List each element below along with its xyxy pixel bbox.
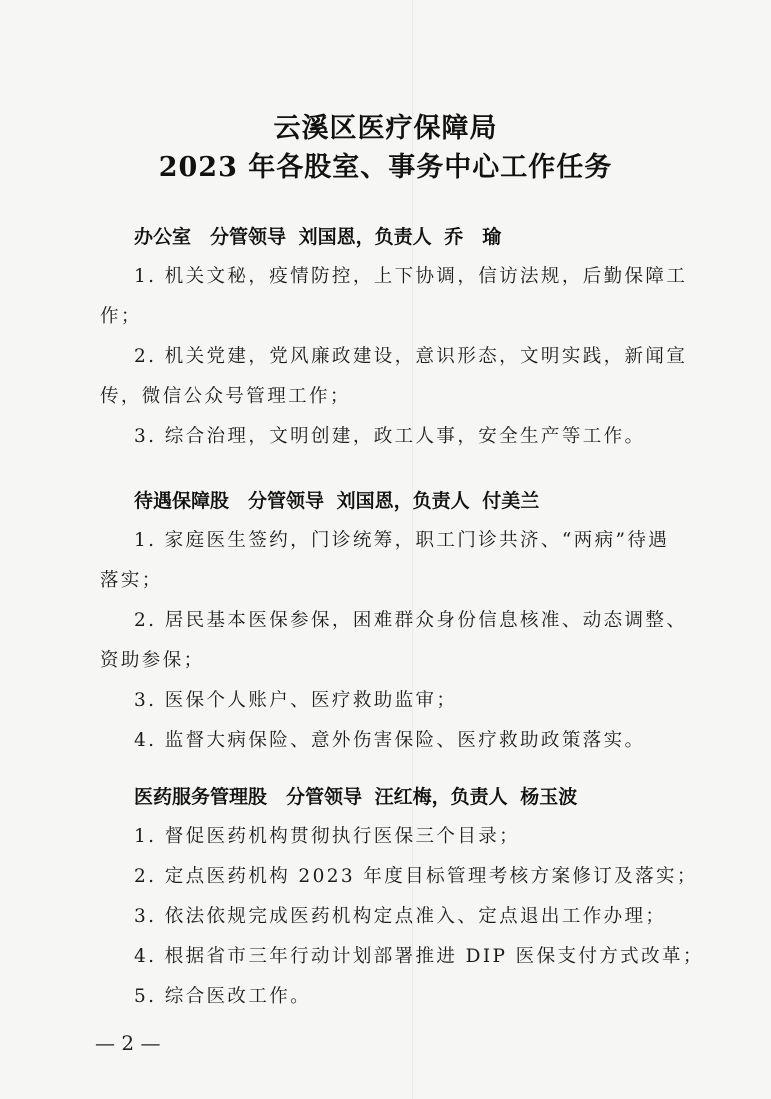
task-item (100, 721, 700, 761)
task-item (100, 521, 700, 601)
task-item (100, 897, 700, 937)
task-item-continuation: 传，微信公众号管理工作； (100, 386, 351, 407)
task-item (100, 257, 700, 337)
task-item-text: 2. 定点医药机构 2023 年度目标管理考核方案修订及落实； (134, 866, 698, 887)
section-office (100, 217, 700, 457)
task-item (100, 681, 700, 721)
task-item (100, 937, 704, 977)
task-item-continuation: 资助参保； (100, 650, 205, 671)
document-title-line2: 2023 年各股室、事务中心工作任务 (158, 152, 613, 183)
task-item (100, 337, 700, 417)
task-item (100, 417, 700, 457)
section-heading: 办公室 分管领导 刘国恩，负责人 乔 瑜 (134, 226, 502, 248)
task-item-text: 4. 监督大病保险、意外伤害保险、医疗救助政策落实。 (134, 730, 646, 751)
section-heading: 医药服务管理股 分管领导 汪红梅，负责人 杨玉波 (134, 786, 578, 808)
task-item (100, 601, 700, 681)
task-item-text: 3. 综合治理，文明创建，政工人事，安全生产等工作。 (134, 426, 646, 447)
task-item-continuation: 作； (100, 306, 142, 327)
task-item-text: 4. 根据省市三年行动计划部署推进 DIP 医保支付方式改革； (134, 946, 704, 967)
document-title-line1: 云溪区医疗保障局 (273, 113, 498, 144)
section-medical-service-management (100, 777, 704, 1017)
section-benefits-guarantee (100, 481, 700, 761)
section-heading: 待遇保障股 分管领导 刘国恩，负责人 付美兰 (134, 490, 540, 512)
task-item-text: 2. 居民基本医保参保，困难群众身份信息核准、动态调整、 (134, 610, 688, 631)
page-number: — 2 — (95, 1031, 161, 1055)
task-item-text: 2. 机关党建，党风廉政建设，意识形态，文明实践，新闻宣 (134, 346, 688, 367)
task-item (100, 817, 700, 857)
task-item-text: 3. 依法依规完成医药机构定点准入、定点退出工作办理； (134, 906, 667, 927)
task-item-text: 1. 督促医药机构贯彻执行医保三个目录； (134, 826, 521, 847)
task-item-continuation: 落实； (100, 570, 163, 591)
task-item (100, 977, 700, 1017)
task-item-text: 1. 家庭医生签约，门诊统筹，职工门诊共济、“两病”待遇 (134, 530, 670, 551)
task-item (100, 857, 700, 897)
task-item-text: 5. 综合医改工作。 (134, 986, 312, 1007)
task-item-text: 3. 医保个人账户、医疗救助监审； (134, 690, 458, 711)
task-item-text: 1. 机关文秘，疫情防控，上下协调，信访法规，后勤保障工 (134, 266, 688, 287)
